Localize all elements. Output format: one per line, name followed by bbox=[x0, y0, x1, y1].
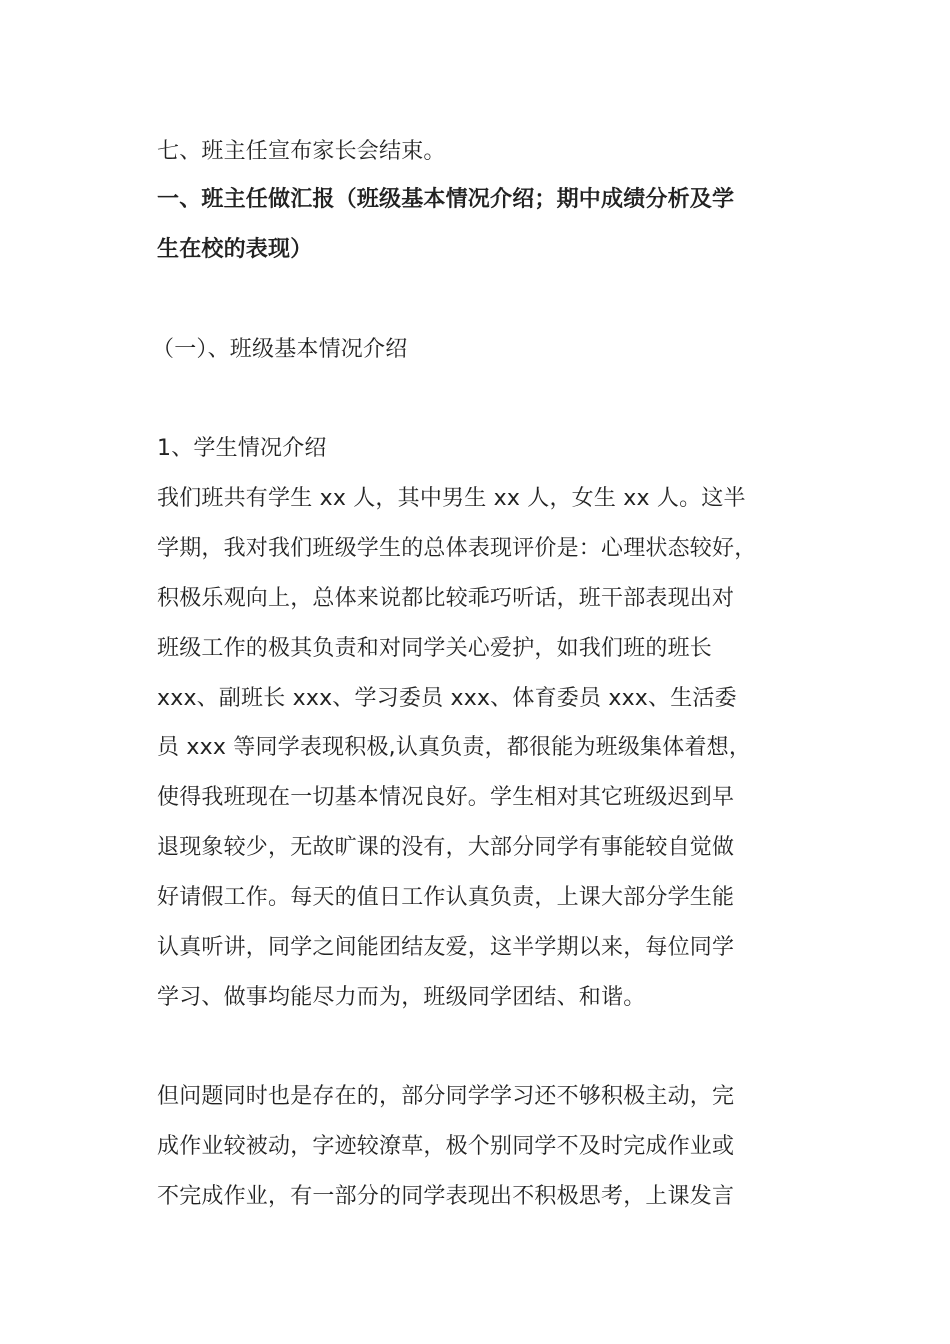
subsection-heading: （一）、班级基本情况介绍 bbox=[152, 337, 408, 362]
paragraph-1-line: 班级工作的极其负责和对同学关心爱护，如我们班的班长 bbox=[157, 636, 713, 661]
item-heading: 1、学生情况介绍 bbox=[157, 436, 327, 461]
paragraph-1-line: 我们班共有学生 xx 人，其中男生 xx 人，女生 xx 人。这半 bbox=[157, 486, 746, 511]
paragraph-1-line: 员 xxx 等同学表现积极,认真负责，都很能为班级集体着想， bbox=[157, 735, 752, 760]
paragraph-2-line: 不完成作业，有一部分的同学表现出不积极思考，上课发言 bbox=[157, 1184, 735, 1209]
paragraph-1-line: 学期，我对我们班级学生的总体表现评价是：心理状态较好， bbox=[157, 536, 757, 561]
section-heading-line-2: 生在校的表现） bbox=[157, 237, 313, 262]
paragraph-1-line: 退现象较少，无故旷课的没有，大部分同学有事能较自觉做 bbox=[157, 835, 735, 860]
paragraph-1-line: 积极乐观向上，总体来说都比较乖巧听话，班干部表现出对 bbox=[157, 586, 735, 611]
paragraph-1-line: 学习、做事均能尽力而为，班级同学团结、和谐。 bbox=[157, 985, 646, 1010]
paragraph-2-line: 成作业较被动，字迹较潦草，极个别同学不及时完成作业或 bbox=[157, 1134, 735, 1159]
paragraph-1-line: 认真听讲，同学之间能团结友爱，这半学期以来，每位同学 bbox=[157, 935, 735, 960]
section-heading-line-1: 一、班主任做汇报（班级基本情况介绍；期中成绩分析及学 bbox=[157, 187, 735, 212]
paragraph-2-line: 但问题同时也是存在的，部分同学学习还不够积极主动，完 bbox=[157, 1084, 735, 1109]
paragraph-1-line: xxx、副班长 xxx、学习委员 xxx、体育委员 xxx、生活委 bbox=[157, 686, 737, 711]
closing-item: 七、班主任宣布家长会结束。 bbox=[157, 139, 446, 164]
paragraph-1-line: 使得我班现在一切基本情况良好。学生相对其它班级迟到早 bbox=[157, 785, 735, 810]
paragraph-1-line: 好请假工作。每天的值日工作认真负责，上课大部分学生能 bbox=[157, 885, 735, 910]
